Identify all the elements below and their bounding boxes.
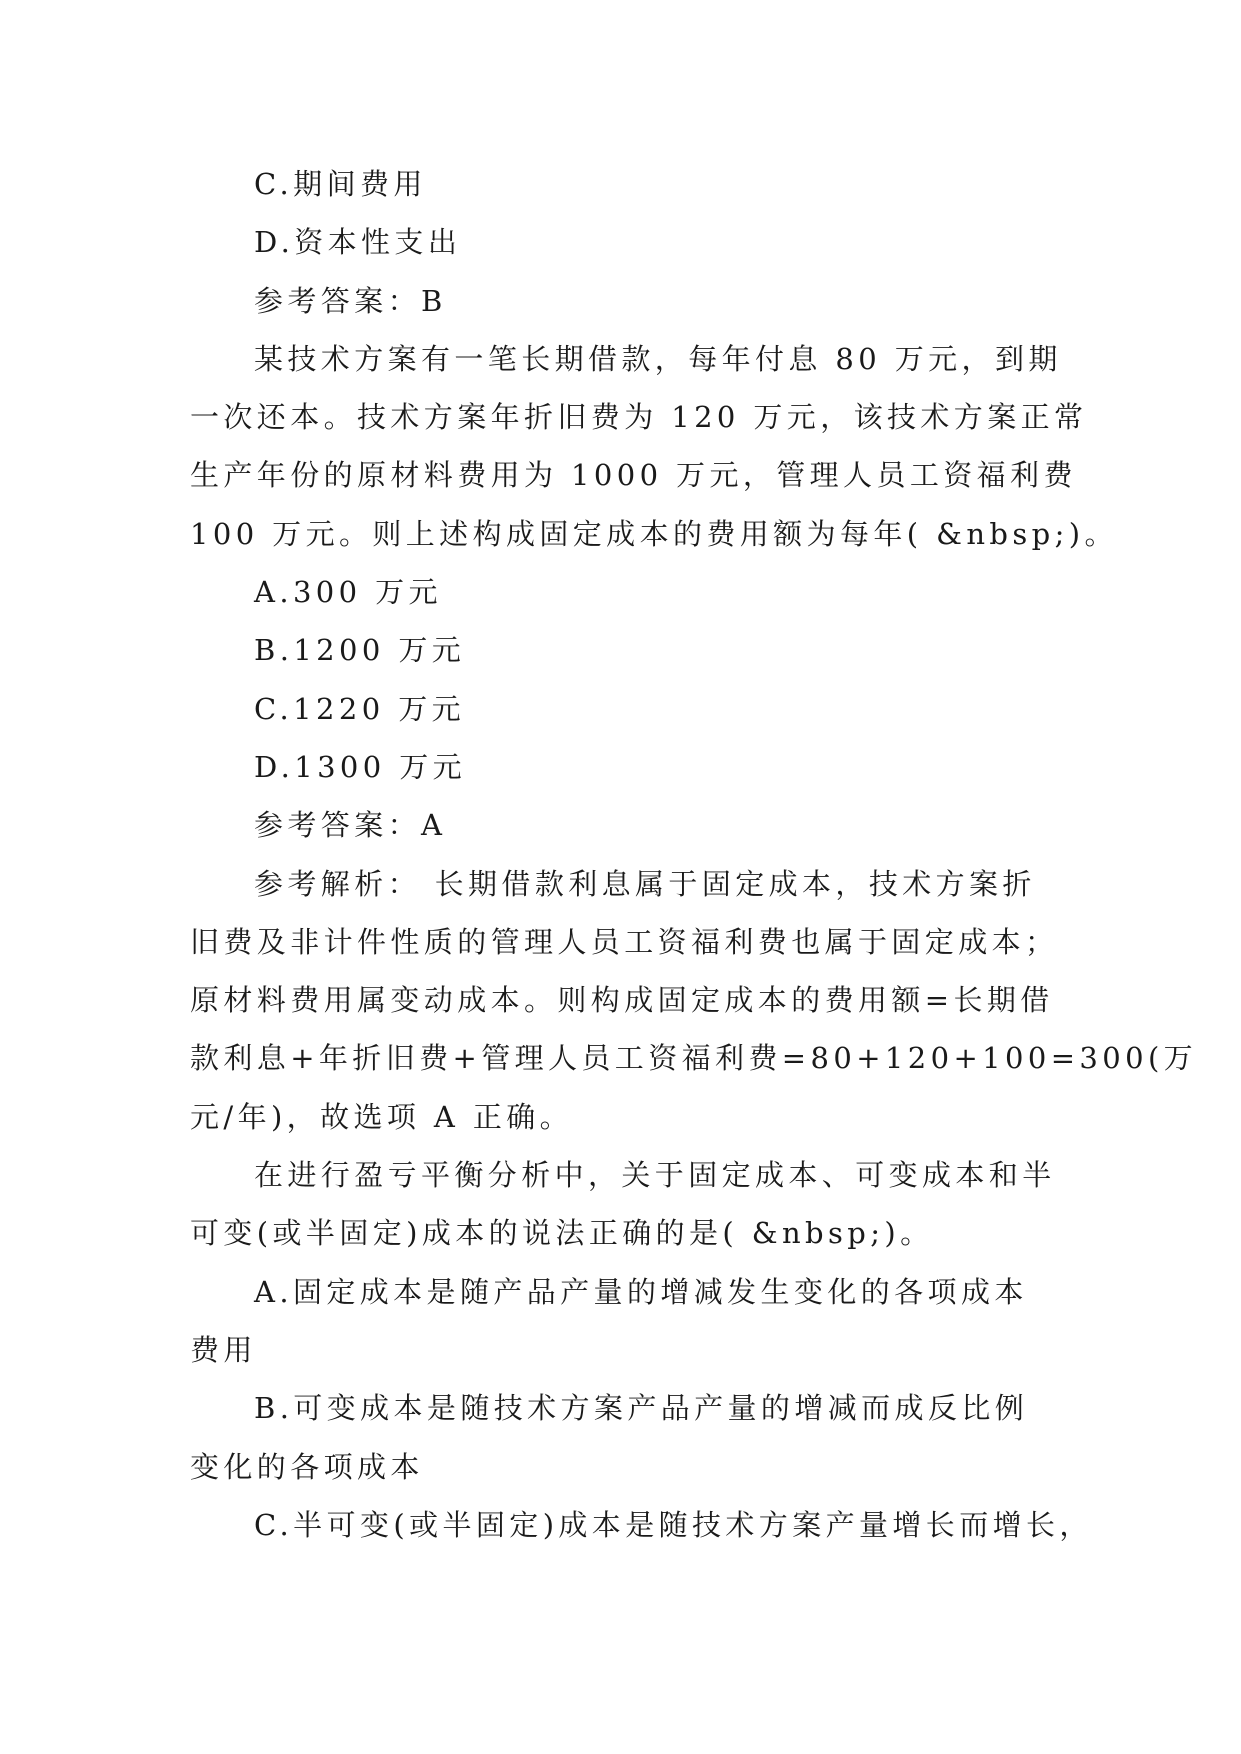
text-line: 原材料费用属变动成本。则构成固定成本的费用额=长期借 <box>190 983 1054 1018</box>
text-line: 生产年份的原材料费用为 1000 万元，管理人员工资福利费 <box>190 458 1077 493</box>
text-line: 元/年)，故选项 A 正确。 <box>190 1099 574 1134</box>
text-line: 可变(或半固定)成本的说法正确的是( &nbsp;)。 <box>190 1216 934 1251</box>
text-line: 参考答案：A <box>254 808 447 843</box>
text-line: B.可变成本是随技术方案产品产量的增减而成反比例 <box>254 1391 1029 1426</box>
text-line: C.期间费用 <box>254 167 427 201</box>
text-line: C.半可变(或半固定)成本是随技术方案产量增长而增长， <box>254 1507 1093 1542</box>
text-line: 参考解析： 长期借款利息属于固定成本，技术方案折 <box>254 866 1036 901</box>
text-line: 参考答案：B <box>254 283 447 318</box>
text-line: 一次还本。技术方案年折旧费为 120 万元，该技术方案正常 <box>190 400 1088 435</box>
text-line: 款利息+年折旧费+管理人员工资福利费=80+120+100=300(万 <box>190 1041 1198 1076</box>
text-line: B.1200 万元 <box>254 633 466 668</box>
text-line: 在进行盈亏平衡分析中，关于固定成本、可变成本和半 <box>254 1158 1056 1193</box>
text-line: D.资本性支出 <box>254 225 462 260</box>
text-line: A.固定成本是随产品产量的增减发生变化的各项成本 <box>254 1274 1028 1309</box>
text-line: 旧费及非计件性质的管理人员工资福利费也属于固定成本； <box>190 924 1059 959</box>
document-body <box>190 155 1198 1554</box>
text-line: 变化的各项成本 <box>190 1449 424 1484</box>
text-line: C.1220 万元 <box>254 691 465 726</box>
text-line: 某技术方案有一笔长期借款，每年付息 80 万元，到期 <box>254 341 1062 376</box>
text-line: A.300 万元 <box>254 575 442 610</box>
text-line: 费用 <box>190 1332 257 1367</box>
text-line: 100 万元。则上述构成固定成本的费用额为每年( &nbsp;)。 <box>190 516 1118 551</box>
text-line: D.1300 万元 <box>254 749 467 784</box>
